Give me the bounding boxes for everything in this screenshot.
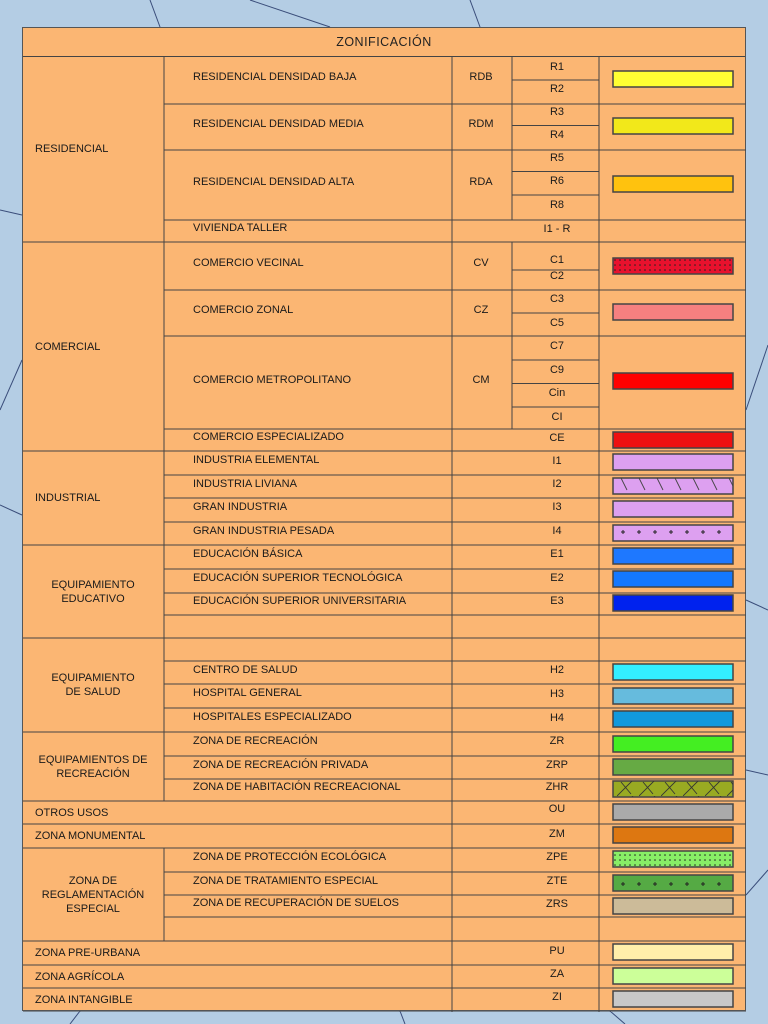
category-label-reglamentacion: ZONA DE [68,874,118,887]
zone-code: ZM [549,828,565,840]
zone-color-swatch [613,454,733,470]
zone-color-swatch [613,71,733,87]
zone-code: R3 [549,106,565,118]
zone-color-swatch [613,688,733,704]
subzone-name: COMERCIO ESPECIALIZADO [193,431,344,443]
subzone-abbr: RDB [469,71,493,83]
zone-code: CI [551,411,563,423]
subzone-abbr: RDA [469,176,493,188]
zone-code: ZHR [545,781,569,793]
subzone-name: RESIDENCIAL DENSIDAD ALTA [193,176,355,188]
category-label-reglamentacion: REGLAMENTACIÓN [41,888,145,901]
zone-code: C7 [549,340,565,352]
subzone-name: COMERCIO METROPOLITANO [193,373,352,386]
zone-color-swatch [613,432,733,448]
zone-pattern-overlay [613,478,733,494]
zone-code: OU [548,803,566,815]
zone-color-swatch [613,176,733,192]
zone-code: H4 [549,712,565,724]
zone-code: ZA [549,968,565,980]
zone-code: PU [549,945,565,957]
zone-code: ZPE [546,851,568,863]
zone-code: Cin [548,387,566,399]
zone-color-swatch [613,711,733,727]
category-label-pre-urbana: ZONA PRE-URBANA [35,947,141,959]
category-label-reglamentacion: ESPECIAL [66,902,120,915]
zone-color-swatch [613,898,733,914]
subzone-name: HOSPITAL GENERAL [193,687,302,699]
zone-code: CE [549,432,565,444]
subzone-name: COMERCIO ZONAL [193,304,294,316]
subzone-name: ZONA DE RECREACIÓN [193,735,318,747]
subzone-name: RESIDENCIAL DENSIDAD BAJA [193,71,357,83]
zone-color-swatch [613,304,733,320]
zone-code: ZTE [546,875,568,887]
zone-color-swatch [613,548,733,564]
zone-code: ZR [549,735,565,747]
subzone-name: COMERCIO VECINAL [193,257,304,269]
zone-color-swatch [613,595,733,611]
zone-color-swatch [613,991,733,1007]
zone-color-swatch [613,736,733,752]
zone-code: E2 [550,572,564,584]
subzone-abbr: CM [472,373,490,386]
category-label-equip-salud: DE SALUD [65,686,121,698]
category-label-zona-monumental: ZONA MONUMENTAL [35,830,146,842]
zone-code: R8 [549,199,565,211]
zone-code: H2 [549,664,565,676]
subzone-name: HOSPITALES ESPECIALIZADO [193,711,352,723]
category-label-agricola: ZONA AGRÍCOLA [35,970,125,983]
zone-code: C2 [549,270,565,282]
zone-code: E1 [550,548,564,560]
zone-pattern-overlay [613,875,733,891]
subzone-name: INDUSTRIA LIVIANA [193,477,297,490]
subzone-name: EDUCACIÓN SUPERIOR TECNOLÓGICA [193,572,403,584]
zone-code: I1 - R [543,223,571,235]
subzone-name: EDUCACIÓN SUPERIOR UNIVERSITARIA [193,595,407,607]
subzone-name: ZONA DE HABITACIÓN RECREACIONAL [193,781,401,793]
zone-code: ZRP [546,759,568,771]
category-label-comercial: COMERCIAL [35,340,101,353]
category-label-equip-recreacion: RECREACIÓN [56,767,130,780]
subzone-name: RESIDENCIAL DENSIDAD MEDIA [193,118,364,130]
zoning-legend-table [22,27,746,1011]
zone-color-swatch [613,968,733,984]
zone-color-swatch [613,501,733,517]
subzone-name: EDUCACIÓN BÁSICA [193,548,303,560]
category-label-otros-usos: OTROS USOS [35,806,109,819]
subzone-name: GRAN INDUSTRIA PESADA [193,524,335,537]
zone-color-swatch [613,118,733,134]
subzone-abbr: RDM [468,118,494,130]
zone-color-swatch [613,827,733,843]
zone-code: R4 [549,129,565,141]
category-label-residencial: RESIDENCIAL [35,143,109,155]
zone-color-swatch [613,664,733,680]
subzone-abbr: CV [473,257,489,269]
zone-color-swatch [613,804,733,820]
category-label-equip-educativo: EDUCATIVO [61,592,125,605]
zone-color-swatch [613,571,733,587]
subzone-name: ZONA DE TRATAMIENTO ESPECIAL [193,874,379,887]
zone-color-swatch [613,759,733,775]
subzone-name: CENTRO DE SALUD [193,663,298,676]
category-label-industrial: INDUSTRIAL [35,492,101,504]
zone-code: R2 [549,83,565,95]
zone-color-swatch [613,373,733,389]
category-label-equip-educativo: EQUIPAMIENTO [51,578,135,591]
subzone-abbr: CZ [473,304,489,316]
zone-pattern-overlay [613,781,733,797]
zone-code: I4 [552,525,562,537]
zone-pattern-overlay [613,851,733,867]
zone-code: I2 [552,478,562,490]
table-grid [23,28,747,1012]
category-label-intangible: ZONA INTANGIBLE [35,994,133,1006]
category-label-equip-recreacion: EQUIPAMIENTOS DE [38,753,148,766]
zone-code: I1 [552,455,562,467]
zone-code: H3 [549,688,565,700]
zone-code: E3 [550,595,564,607]
subzone-name: ZONA DE PROTECCIÓN ECOLÓGICA [193,851,387,863]
zone-code: C5 [549,317,565,329]
legend-title: ZONIFICACIÓN [23,28,745,57]
zone-pattern-overlay [613,258,733,274]
category-label-equip-salud: EQUIPAMIENTO [51,672,135,684]
zone-code: C3 [549,293,565,305]
zone-code: ZRS [546,898,568,910]
subzone-name: GRAN INDUSTRIA [193,501,288,513]
zone-pattern-overlay [613,525,733,541]
subzone-name: VIVIENDA TALLER [193,222,288,234]
zone-code: C9 [549,364,565,376]
zone-code: R5 [549,152,565,164]
subzone-name: ZONA DE RECUPERACIÓN DE SUELOS [193,897,399,909]
zone-code: ZI [552,991,562,1003]
zone-code: C1 [549,254,565,266]
zone-code: R1 [549,61,565,73]
subzone-name: INDUSTRIA ELEMENTAL [193,454,320,466]
zone-color-swatch [613,944,733,960]
zone-code: R6 [549,175,565,187]
subzone-name: ZONA DE RECREACIÓN PRIVADA [193,758,369,771]
zone-code: I3 [552,501,562,513]
